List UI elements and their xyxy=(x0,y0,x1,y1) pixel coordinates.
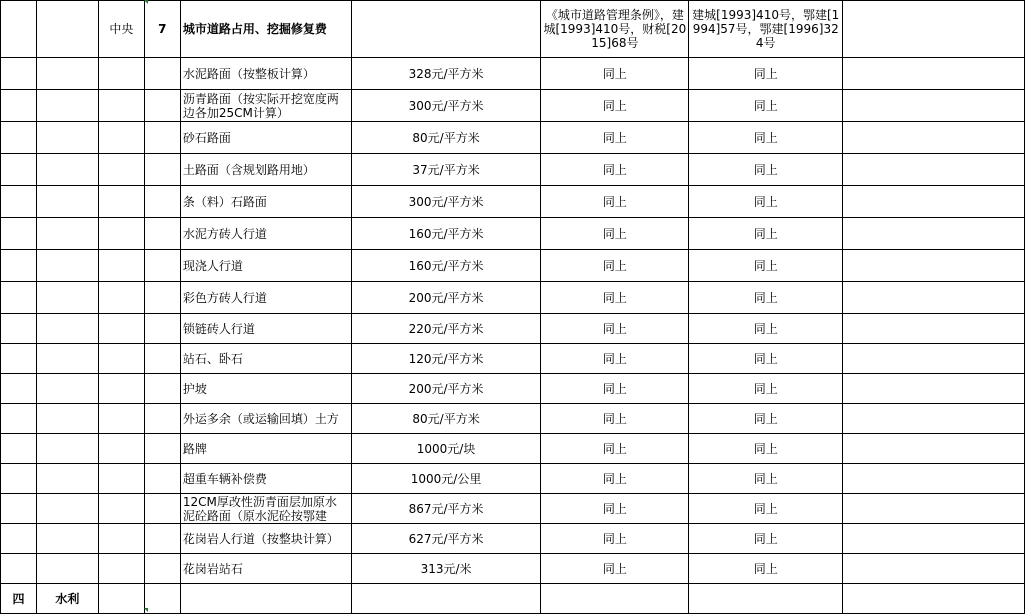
cell-a[interactable] xyxy=(1,250,37,282)
cell-price[interactable]: 328元/平方米 xyxy=(351,58,541,90)
cell-price[interactable]: 200元/平方米 xyxy=(351,282,541,314)
cell-basis-2[interactable]: 同上 xyxy=(689,154,843,186)
cell-item-name[interactable]: 超重车辆补偿费 xyxy=(180,464,351,494)
cell-a[interactable] xyxy=(1,464,37,494)
cell-a[interactable] xyxy=(1,154,37,186)
cell-price[interactable]: 80元/平方米 xyxy=(351,122,541,154)
cell-remark[interactable] xyxy=(843,584,1025,614)
cell-price[interactable]: 300元/平方米 xyxy=(351,186,541,218)
cell-level[interactable] xyxy=(98,404,144,434)
cell-basis-1[interactable]: 同上 xyxy=(541,464,689,494)
cell-b[interactable] xyxy=(36,314,98,344)
cell-a[interactable] xyxy=(1,218,37,250)
cell-basis-2[interactable]: 同上 xyxy=(689,186,843,218)
cell-number[interactable] xyxy=(144,122,180,154)
cell-price[interactable] xyxy=(351,584,541,614)
table-row xyxy=(1,524,1025,554)
table-row xyxy=(1,186,1025,218)
table-row xyxy=(1,434,1025,464)
cell-item-name[interactable]: 沥青路面（按实际开挖宽度两边各加25CM计算） xyxy=(180,90,351,122)
cell-b[interactable] xyxy=(36,218,98,250)
cell-number[interactable] xyxy=(144,186,180,218)
cell-basis-2[interactable]: 同上 xyxy=(689,122,843,154)
cell-price[interactable]: 120元/平方米 xyxy=(351,344,541,374)
cell-basis-1[interactable]: 同上 xyxy=(541,404,689,434)
cell-remark[interactable] xyxy=(843,1,1025,58)
cell-item-name[interactable]: 水泥方砖人行道 xyxy=(180,218,351,250)
cell-comment-marker xyxy=(144,0,148,4)
cell-basis-1[interactable] xyxy=(541,584,689,614)
cell-b[interactable] xyxy=(36,58,98,90)
cell-remark[interactable] xyxy=(843,344,1025,374)
cell-b[interactable] xyxy=(36,524,98,554)
cell-basis-1[interactable]: 同上 xyxy=(541,218,689,250)
cell-item-name[interactable]: 路牌 xyxy=(180,434,351,464)
cell-basis-1[interactable]: 同上 xyxy=(541,282,689,314)
cell-basis-2[interactable]: 建城[1993]410号，鄂建[1994]57号，鄂建[1996]324号 xyxy=(689,1,843,58)
cell-a[interactable] xyxy=(1,122,37,154)
cell-basis-2[interactable]: 同上 xyxy=(689,404,843,434)
cell-price[interactable]: 1000元/公里 xyxy=(351,464,541,494)
table-row xyxy=(1,282,1025,314)
cell-number[interactable] xyxy=(144,584,180,614)
cell-b[interactable] xyxy=(36,282,98,314)
cell-item-name[interactable]: 站石、卧石 xyxy=(180,344,351,374)
cell-remark[interactable] xyxy=(843,90,1025,122)
cell-fee-name[interactable]: 城市道路占用、挖掘修复费 xyxy=(180,1,351,58)
cell-basis-2[interactable]: 同上 xyxy=(689,464,843,494)
cell-price[interactable]: 200元/平方米 xyxy=(351,374,541,404)
cell-b[interactable] xyxy=(36,122,98,154)
cell-remark[interactable] xyxy=(843,58,1025,90)
cell-item-name[interactable]: 条（料）石路面 xyxy=(180,186,351,218)
cell-item-name[interactable]: 花岗岩人行道（按整块计算） xyxy=(180,524,351,554)
cell-basis-1[interactable]: 同上 xyxy=(541,434,689,464)
cell-a[interactable] xyxy=(1,434,37,464)
table-row xyxy=(1,154,1025,186)
table-row xyxy=(1,344,1025,374)
cell-number[interactable] xyxy=(144,250,180,282)
section-row xyxy=(1,584,1025,614)
cell-number[interactable] xyxy=(144,314,180,344)
cell-price[interactable]: 80元/平方米 xyxy=(351,404,541,434)
cell-level[interactable] xyxy=(98,282,144,314)
table-row xyxy=(1,554,1025,584)
cell-remark[interactable] xyxy=(843,494,1025,524)
cell-level[interactable] xyxy=(98,434,144,464)
cell-basis-2[interactable]: 同上 xyxy=(689,524,843,554)
cell-number[interactable]: 7 xyxy=(144,1,180,58)
cell-price[interactable]: 867元/平方米 xyxy=(351,494,541,524)
cell-section-title[interactable]: 水利 xyxy=(36,584,98,614)
cell-item-name[interactable]: 砂石路面 xyxy=(180,122,351,154)
cell-a[interactable] xyxy=(1,58,37,90)
table-row xyxy=(1,218,1025,250)
cell-basis-1[interactable]: 同上 xyxy=(541,122,689,154)
cell-price[interactable]: 220元/平方米 xyxy=(351,314,541,344)
cell-item-name[interactable]: 水泥路面（按整板计算） xyxy=(180,58,351,90)
cell-basis-2[interactable]: 同上 xyxy=(689,90,843,122)
cell-b[interactable] xyxy=(36,494,98,524)
cell-item-name[interactable]: 土路面（含规划路用地） xyxy=(180,154,351,186)
cell-item-name[interactable]: 锁链砖人行道 xyxy=(180,314,351,344)
cell-b[interactable] xyxy=(36,344,98,374)
cell-level[interactable] xyxy=(98,314,144,344)
cell-remark[interactable] xyxy=(843,186,1025,218)
cell-number[interactable] xyxy=(144,154,180,186)
cell-b[interactable] xyxy=(36,434,98,464)
cell-number[interactable] xyxy=(144,282,180,314)
cell-remark[interactable] xyxy=(843,434,1025,464)
cell-basis-2[interactable]: 同上 xyxy=(689,374,843,404)
cell-remark[interactable] xyxy=(843,464,1025,494)
cell-basis-2[interactable]: 同上 xyxy=(689,250,843,282)
cell-remark[interactable] xyxy=(843,374,1025,404)
cell-basis-1[interactable]: 同上 xyxy=(541,344,689,374)
cell-remark[interactable] xyxy=(843,314,1025,344)
cell-remark[interactable] xyxy=(843,554,1025,584)
cell-basis-1[interactable]: 同上 xyxy=(541,314,689,344)
cell-basis-2[interactable]: 同上 xyxy=(689,314,843,344)
cell-a[interactable] xyxy=(1,314,37,344)
cell-basis-2[interactable]: 同上 xyxy=(689,494,843,524)
cell-basis-1[interactable]: 同上 xyxy=(541,250,689,282)
cell-remark[interactable] xyxy=(843,404,1025,434)
cell-basis-2[interactable]: 同上 xyxy=(689,554,843,584)
table-header-row xyxy=(1,1,1025,58)
cell-item-name[interactable]: 花岗岩站石 xyxy=(180,554,351,584)
cell-number[interactable] xyxy=(144,554,180,584)
table-row xyxy=(1,374,1025,404)
cell-level[interactable] xyxy=(98,464,144,494)
cell-level[interactable] xyxy=(98,344,144,374)
cell-basis-1[interactable]: 同上 xyxy=(541,494,689,524)
cell-remark[interactable] xyxy=(843,218,1025,250)
cell-basis-1[interactable]: 同上 xyxy=(541,524,689,554)
cell-remark[interactable] xyxy=(843,282,1025,314)
cell-level[interactable] xyxy=(98,494,144,524)
cell-number[interactable] xyxy=(144,90,180,122)
cell-b[interactable] xyxy=(36,154,98,186)
cell-price[interactable]: 160元/平方米 xyxy=(351,250,541,282)
cell-a[interactable] xyxy=(1,282,37,314)
cell-a[interactable] xyxy=(1,494,37,524)
cell-a[interactable] xyxy=(1,90,37,122)
cell-price[interactable]: 300元/平方米 xyxy=(351,90,541,122)
cell-remark[interactable] xyxy=(843,122,1025,154)
table-row xyxy=(1,494,1025,524)
cell-level[interactable] xyxy=(98,122,144,154)
cell-b[interactable] xyxy=(36,374,98,404)
table-row xyxy=(1,90,1025,122)
cell-b[interactable] xyxy=(36,554,98,584)
cell-number[interactable] xyxy=(144,524,180,554)
table-row xyxy=(1,122,1025,154)
cell-level[interactable] xyxy=(98,218,144,250)
cell-level[interactable] xyxy=(98,250,144,282)
cell-item-name[interactable]: 外运多余（或运输回填）土方 xyxy=(180,404,351,434)
table-row xyxy=(1,464,1025,494)
cell-section-number[interactable]: 四 xyxy=(1,584,37,614)
cell-number[interactable] xyxy=(144,58,180,90)
cell-a[interactable] xyxy=(1,524,37,554)
cell-a[interactable] xyxy=(1,554,37,584)
cell-level[interactable] xyxy=(98,554,144,584)
cell-item-name[interactable]: 12CM厚改性沥青面层加原水泥砼路面（原水泥砼按鄂建 xyxy=(180,494,351,524)
cell-number[interactable] xyxy=(144,344,180,374)
cell-level[interactable] xyxy=(98,90,144,122)
cell-price[interactable]: 313元/米 xyxy=(351,554,541,584)
cell-b[interactable] xyxy=(36,464,98,494)
cell-price[interactable]: 160元/平方米 xyxy=(351,218,541,250)
cell-price[interactable]: 37元/平方米 xyxy=(351,154,541,186)
cell-number[interactable] xyxy=(144,464,180,494)
cell-number[interactable] xyxy=(144,374,180,404)
cell-item-name[interactable] xyxy=(180,584,351,614)
cell-level[interactable] xyxy=(98,584,144,614)
cell-number[interactable] xyxy=(144,434,180,464)
cell-a[interactable] xyxy=(1,1,37,58)
cell-item-name[interactable]: 现浇人行道 xyxy=(180,250,351,282)
cell-basis-1[interactable]: 同上 xyxy=(541,554,689,584)
cell-level[interactable] xyxy=(98,154,144,186)
cell-a[interactable] xyxy=(1,404,37,434)
cell-comment-marker xyxy=(144,608,148,612)
cell-level[interactable]: 中央 xyxy=(98,1,144,58)
cell-level[interactable] xyxy=(98,58,144,90)
cell-level[interactable] xyxy=(98,524,144,554)
cell-basis-2[interactable]: 同上 xyxy=(689,434,843,464)
table-row xyxy=(1,250,1025,282)
cell-basis-1[interactable]: 同上 xyxy=(541,374,689,404)
cell-number[interactable] xyxy=(144,494,180,524)
cell-basis-1[interactable]: 同上 xyxy=(541,90,689,122)
cell-price[interactable] xyxy=(351,1,541,58)
cell-basis-1[interactable]: 同上 xyxy=(541,154,689,186)
cell-price[interactable]: 1000元/块 xyxy=(351,434,541,464)
cell-level[interactable] xyxy=(98,374,144,404)
cell-basis-2[interactable]: 同上 xyxy=(689,282,843,314)
table-row xyxy=(1,404,1025,434)
cell-a[interactable] xyxy=(1,186,37,218)
cell-level[interactable] xyxy=(98,186,144,218)
cell-basis-2[interactable]: 同上 xyxy=(689,344,843,374)
cell-number[interactable] xyxy=(144,218,180,250)
cell-price[interactable]: 627元/平方米 xyxy=(351,524,541,554)
cell-basis-2[interactable]: 同上 xyxy=(689,58,843,90)
cell-item-name[interactable]: 护坡 xyxy=(180,374,351,404)
cell-a[interactable] xyxy=(1,374,37,404)
cell-remark[interactable] xyxy=(843,524,1025,554)
cell-b[interactable] xyxy=(36,186,98,218)
table-row xyxy=(1,314,1025,344)
cell-remark[interactable] xyxy=(843,154,1025,186)
cell-basis-2[interactable] xyxy=(689,584,843,614)
cell-b[interactable] xyxy=(36,250,98,282)
cell-b[interactable] xyxy=(36,404,98,434)
cell-item-name[interactable]: 彩色方砖人行道 xyxy=(180,282,351,314)
cell-basis-1[interactable]: 同上 xyxy=(541,186,689,218)
cell-basis-1[interactable]: 《城市道路管理条例》，建城[1993]410号，财税[2015]68号 xyxy=(541,1,689,58)
cell-number[interactable] xyxy=(144,404,180,434)
table-row xyxy=(1,58,1025,90)
cell-basis-2[interactable]: 同上 xyxy=(689,218,843,250)
cell-b[interactable] xyxy=(36,1,98,58)
cell-remark[interactable] xyxy=(843,250,1025,282)
cell-b[interactable] xyxy=(36,90,98,122)
cell-a[interactable] xyxy=(1,344,37,374)
cell-basis-1[interactable]: 同上 xyxy=(541,58,689,90)
